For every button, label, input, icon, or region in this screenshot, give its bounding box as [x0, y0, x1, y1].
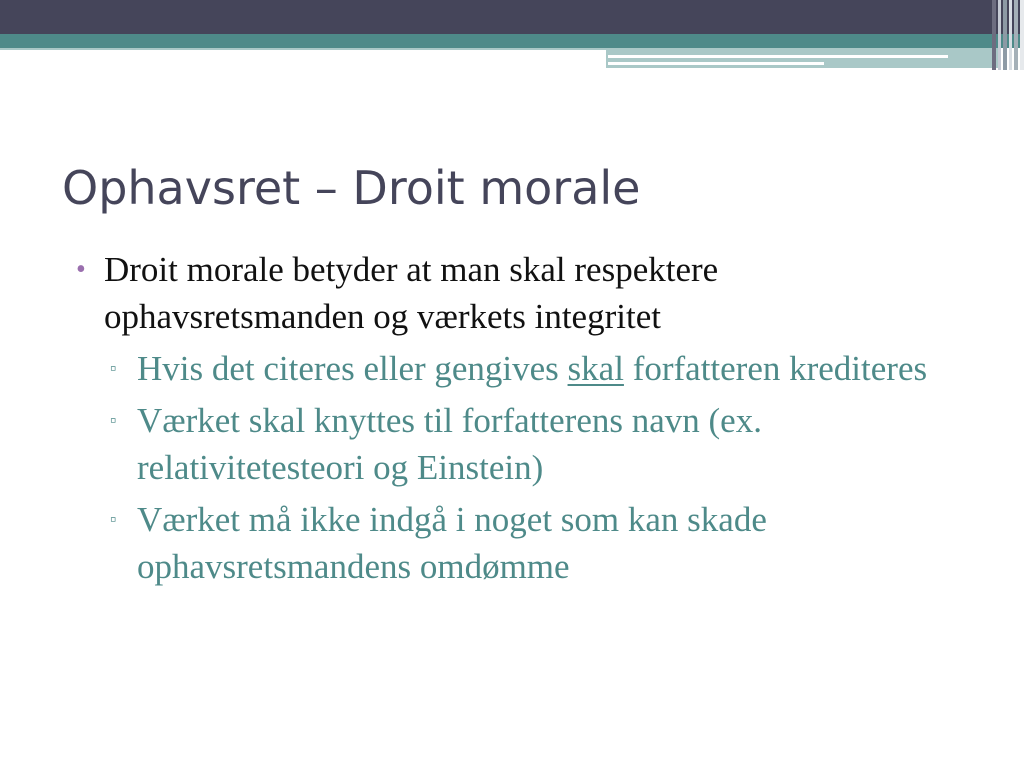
header-thin-line: [0, 48, 606, 50]
sub-bullet-item: [70, 496, 970, 590]
header-teal-band: [0, 34, 1024, 48]
sub-bullet-item: [70, 397, 970, 491]
small-square-bullet-icon: ▫: [110, 410, 117, 430]
header-right-stripe: [608, 55, 948, 58]
sub-bullet-text-after: forfatteren krediteres: [623, 349, 928, 388]
sub-bullet-text: Værket må ikke indgå i noget som kan skade ophavsretsmandens omdømme: [137, 500, 767, 586]
sub-bullet-text: Værket skal knyttes til forfatterens navn (ex. relativitetesteori og Einstein): [137, 401, 762, 487]
bullet-dot-icon: •: [76, 254, 86, 285]
bullet-item: [70, 246, 970, 340]
sub-bullet-emphasis: skal: [567, 349, 624, 388]
slide-title: Ophavsret – Droit morale: [62, 161, 641, 215]
small-square-bullet-icon: ▫: [110, 509, 117, 529]
header-right-stripe-short: [608, 62, 824, 65]
header-right-block: [606, 48, 1000, 68]
edge-stripe: [1009, 0, 1012, 70]
edge-stripe: [992, 0, 996, 70]
small-square-bullet-icon: ▫: [110, 358, 117, 378]
header-dark-band: [0, 0, 1024, 34]
edge-stripe: [1020, 0, 1024, 70]
slide-content: [70, 246, 970, 590]
sub-bullet-text-before: Hvis det citeres eller gengives: [137, 349, 568, 388]
bullet-text: Droit morale betyder at man skal respektere ophavsretsmanden og værkets integritet: [104, 250, 719, 336]
edge-stripe: [998, 0, 1001, 70]
edge-stripe: [1014, 0, 1018, 70]
sub-bullet-item: [70, 345, 970, 392]
edge-stripe: [1003, 0, 1007, 70]
